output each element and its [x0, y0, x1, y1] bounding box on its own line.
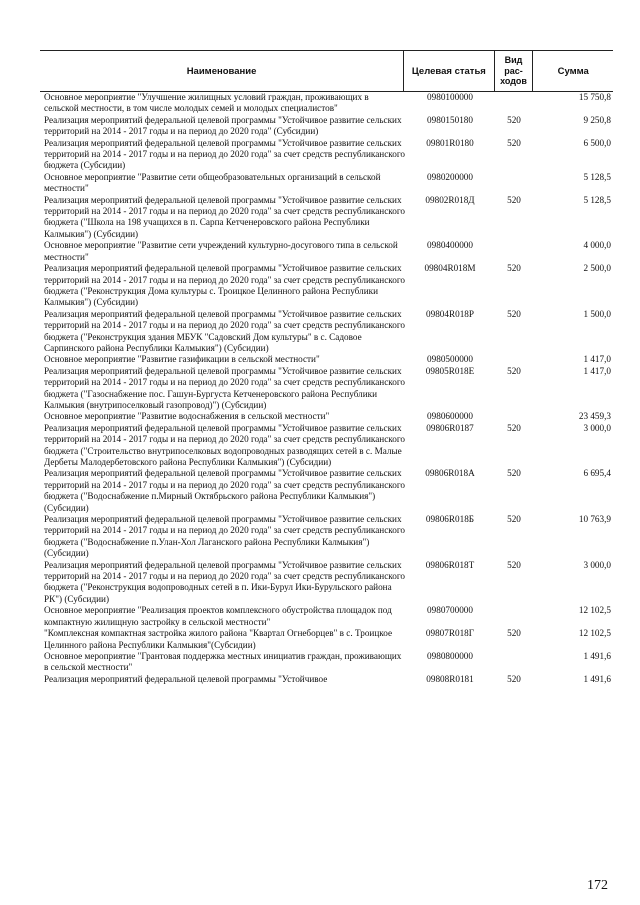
row-sum: 15 750,8 [578, 92, 611, 102]
row-code: 0980700000 [427, 605, 473, 616]
row-sum: 9 250,8 [583, 114, 611, 125]
row-name: Реализация мероприятий федеральной целевой программы "Устойчивое развитие сельских территорий на 2014 - 2017 годы и на период до 2020 года" за счет средств республиканского бюджета ("Водоснабжение п.Мирный Октябрьского района Республики Калмыкия") (Субсидии) [44, 468, 406, 513]
row-vid: 520 [507, 114, 521, 125]
table-row [40, 674, 613, 685]
row-vid: 520 [507, 194, 521, 205]
row-sum: 23 459,3 [578, 411, 611, 422]
row-code: 0980100000 [427, 92, 473, 102]
table-row [40, 138, 613, 172]
row-name: Основное мероприятие "Развитие водоснабжения в сельской местности" [44, 411, 330, 422]
row-code: 09806R018А [425, 468, 475, 479]
row-code: 0980400000 [427, 240, 473, 251]
table-row [40, 651, 613, 674]
table-body [40, 92, 613, 685]
table-row [40, 92, 613, 115]
row-name: Основное мероприятие "Реализация проектов комплексного обустройства площадок под компактную жилищную застройку в сельской местности" [44, 605, 392, 627]
row-vid [495, 240, 533, 263]
table-row [40, 263, 613, 309]
budget-table [40, 50, 613, 685]
row-sum: 1 491,6 [583, 650, 611, 661]
row-vid: 520 [507, 137, 521, 148]
header-code: Целевая статья [404, 51, 495, 91]
row-sum: 6 500,0 [583, 137, 611, 148]
row-name: "Комплексная компактная застройка жилого района "Квартал Огнеборцев" в с. Троицкое Целинного района Республики Калмыкия"(Субсидии) [44, 628, 393, 650]
row-vid: 520 [507, 628, 521, 639]
row-vid: 520 [507, 514, 521, 525]
page-number: 172 [587, 878, 608, 893]
row-sum: 5 128,5 [583, 171, 611, 182]
table-row [40, 468, 613, 514]
row-sum: 1 500,0 [583, 308, 611, 319]
row-vid [495, 92, 533, 115]
table-row [40, 195, 613, 241]
row-vid: 520 [507, 365, 521, 376]
table-row [40, 115, 613, 138]
row-code: 0980600000 [427, 411, 473, 422]
row-vid [495, 651, 533, 674]
row-sum: 12 102,5 [578, 605, 611, 616]
row-vid: 520 [507, 559, 521, 570]
table-row [40, 172, 613, 195]
row-code: 09806R018Б [425, 514, 475, 525]
table-row [40, 366, 613, 412]
row-sum: 6 695,4 [583, 468, 611, 479]
row-sum: 1 417,0 [583, 354, 611, 365]
row-sum: 1 417,0 [583, 365, 611, 376]
row-sum: 1 491,6 [583, 673, 611, 684]
row-sum: 5 128,5 [583, 194, 611, 205]
row-code: 09806R018Т [425, 559, 475, 570]
row-code: 0980800000 [427, 650, 473, 661]
row-vid: 520 [507, 263, 521, 274]
row-sum: 3 000,0 [583, 559, 611, 570]
row-vid: 520 [507, 422, 521, 433]
row-name: Реализация мероприятий федеральной целевой программы "Устойчивое [44, 673, 328, 684]
row-name: Реализация мероприятий федеральной целевой программы "Устойчивое развитие сельских территорий на 2014 - 2017 годы и на период до 2020 года" за счет средств республиканского бюджета ("Реконструкция здания МБУК "Садовский Дом культуры" в с. Садовое Сарпинского района Республики Калмыкия") (Субсидии) [44, 308, 406, 353]
table-row [40, 605, 613, 628]
row-code: 09804R018Р [426, 308, 474, 319]
row-code: 09801R0180 [426, 137, 474, 148]
header-name: Наименование [40, 51, 404, 91]
row-vid: 520 [507, 673, 521, 684]
row-vid [495, 354, 533, 365]
row-name: Основное мероприятие "Развитие сети общеобразовательных организаций в сельской местности" [44, 171, 381, 194]
table-row [40, 423, 613, 469]
table-row [40, 514, 613, 560]
row-sum: 2 500,0 [583, 263, 611, 274]
row-code: 0980200000 [427, 171, 473, 182]
row-name: Реализация мероприятий федеральной целевой программы "Устойчивое развитие сельских территорий на 2014 - 2017 годы и на период до 2020 года" за счет средств республиканского бюджета ("Реконструкция водопроводных сетей в п. Ики-Бурул Ики-Бурульского района РК") (Субсидии) [44, 559, 406, 604]
row-name: Основное мероприятие "Развитие газификации в сельской местности" [44, 354, 320, 365]
row-name: Основное мероприятие "Грантовая поддержка местных инициатив граждан, проживающих в сельской местности" [44, 650, 402, 673]
table-row [40, 560, 613, 606]
row-vid: 520 [507, 468, 521, 479]
row-code: 0980500000 [427, 354, 473, 365]
row-name: Реализация мероприятий федеральной целевой программы "Устойчивое развитие сельских территорий на 2014 - 2017 годы и на период до 2020 года" за счет средств республиканского бюджета (Субсидии) [44, 137, 406, 171]
table-row [40, 411, 613, 422]
row-code: 09804R018М [424, 263, 476, 274]
row-code: 09805R018Е [425, 365, 475, 376]
row-code: 09808R0181 [426, 673, 474, 684]
row-name: Реализация мероприятий федеральной целевой программы "Устойчивое развитие сельских территорий на 2014 - 2017 годы и на период до 2020 года" за счет средств республиканского бюджета ("Строительство внутрипоселковых водопроводных разводящих сетей в с. Малые Дербеты Малодербетовского района Республики Калмыкия") (Субсидии) [44, 422, 406, 467]
row-name: Реализация мероприятий федеральной целевой программы "Устойчивое развитие сельских территорий на 2014 - 2017 годы и на период до 2020 года" за счет средств республиканского бюджета ("Газоснабжение пос. Гашун-Бургуста Кетченеровского района Республики Калмыкия (внутрипоселковый газопровод)") (Субсидии) [44, 365, 406, 410]
table-row [40, 309, 613, 355]
row-sum: 3 000,0 [583, 422, 611, 433]
header-vid: Вид рас- ходов [495, 51, 534, 91]
row-name: Реализация мероприятий федеральной целевой программы "Устойчивое развитие сельских территорий на 2014 - 2017 годы и на период до 2020 года" за счет средств республиканского бюджета ("Школа на 198 учащихся в п. Сарпа Кетченеровского района Республики Калмыкия") (Субсидии) [44, 194, 406, 239]
row-sum: 12 102,5 [578, 628, 611, 639]
row-vid: 520 [507, 308, 521, 319]
row-code: 09802R018Д [425, 194, 475, 205]
row-code: 09807R018Г [425, 628, 475, 639]
row-code: 09806R0187 [426, 422, 474, 433]
table-row [40, 354, 613, 365]
table-row [40, 240, 613, 263]
row-name: Основное мероприятие "Улучшение жилищных условий граждан, проживающих в сельской местности, в том числе молодых семей и молодых специалистов" [44, 92, 369, 114]
row-name: Реализация мероприятий федеральной целевой программы "Устойчивое развитие сельских территорий на 2014 - 2017 годы и на период до 2020 года" за счет средств республиканского бюджета ("Реконструкция Дома культуры с. Троицкое Целинного района Республики Калмыкия") (Субсидии) [44, 263, 406, 308]
header-sum: Сумма [557, 65, 589, 77]
table-row [40, 628, 613, 651]
row-name: Основное мероприятие "Развитие сети учреждений культурно-досугового типа в сельской местности" [44, 240, 398, 262]
row-sum: 10 763,9 [578, 514, 611, 525]
row-vid [495, 172, 533, 195]
table-header [40, 50, 613, 92]
row-vid [495, 605, 533, 628]
row-sum: 4 000,0 [583, 240, 611, 251]
row-code: 0980150180 [427, 114, 473, 125]
row-name: Реализация мероприятий федеральной целевой программы "Устойчивое развитие сельских территорий на 2014 - 2017 годы и на период до 2020 года" (Субсидии) [44, 114, 402, 137]
row-name: Реализация мероприятий федеральной целевой программы "Устойчивое развитие сельских территорий на 2014 - 2017 годы и на период до 2020 года" за счет средств республиканского бюджета ("Водоснабжение п.Улан-Хол Лаганского района Республики Калмыкия") (Субсидии) [44, 514, 406, 559]
row-vid [495, 411, 533, 422]
